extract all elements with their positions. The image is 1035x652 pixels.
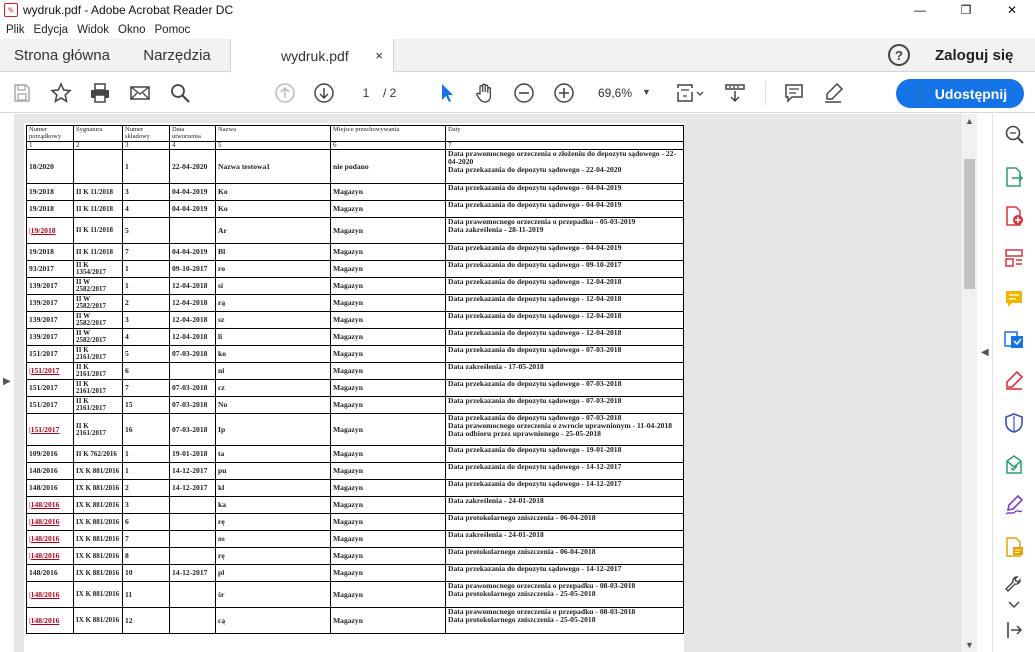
title-bar (0, 0, 1035, 20)
table-row (27, 397, 684, 414)
table-row (27, 184, 684, 201)
created-date-cell: 12-04-2018 (170, 312, 216, 329)
protect-shield-icon[interactable] (1003, 412, 1025, 434)
row-number-cell: 151/2017 (27, 380, 74, 397)
vertical-scrollbar[interactable] (960, 114, 977, 652)
send-for-review-icon[interactable] (1003, 454, 1025, 476)
created-date-cell (170, 548, 216, 565)
table-row (27, 497, 684, 514)
table-row (27, 218, 684, 244)
row-number-cell: 109/2016 (27, 446, 74, 463)
name-cell: pl (216, 565, 331, 582)
signature-cell (74, 150, 123, 184)
storage-place-cell: Magazyn (331, 497, 446, 514)
zoom-level[interactable]: 69,6% (598, 86, 633, 100)
dates-cell: Data przekazania do depozytu sądowego - 09-10-2017 (446, 261, 684, 278)
signature-cell: II W 2582/2017 (74, 278, 123, 295)
item-number-cell: 11 (123, 582, 170, 608)
row-number-cell: 19/2018 (27, 244, 74, 261)
name-cell: rę (216, 548, 331, 565)
dates-cell: Data przekazania do depozytu sądowego - 07-03-2018 (446, 397, 684, 414)
created-date-cell: 12-04-2018 (170, 295, 216, 312)
chevron-down-icon[interactable] (1003, 594, 1025, 608)
row-number-cell: 139/2017 (27, 329, 74, 346)
create-pdf-icon[interactable] (1003, 205, 1025, 227)
signature-cell: IX K 881/2016 (74, 497, 123, 514)
name-cell: cą (216, 608, 331, 634)
wrench-icon[interactable] (1003, 574, 1025, 596)
storage-place-cell: Magazyn (331, 184, 446, 201)
highlight-pen-icon[interactable] (821, 81, 845, 105)
table-row (27, 261, 684, 278)
item-number-cell: 10 (123, 565, 170, 582)
hand-tool-icon[interactable] (473, 81, 497, 105)
tools-pane (993, 114, 1035, 652)
row-number-cell: 19/2018 (27, 201, 74, 218)
dates-cell: Data zakreślenia - 24-01-2018 (446, 531, 684, 548)
item-number-cell: 6 (123, 514, 170, 531)
item-number-cell: 15 (123, 397, 170, 414)
name-cell: li (216, 329, 331, 346)
menu-view[interactable]: Widok (77, 23, 110, 36)
share-button[interactable] (896, 79, 1024, 108)
item-number-cell: 6 (123, 363, 170, 380)
created-date-cell (170, 531, 216, 548)
scroll-mode-icon[interactable] (723, 81, 747, 105)
collapse-right-icon[interactable]: ◀ (981, 347, 989, 358)
created-date-cell: 22-04-2020 (170, 150, 216, 184)
table-row (27, 608, 684, 634)
document-viewport[interactable] (14, 114, 960, 652)
signature-cell: II K 2161/2017 (74, 346, 123, 363)
signature-cell: II W 2582/2017 (74, 312, 123, 329)
column-header: Data utworzenia (170, 126, 216, 142)
storage-place-cell: Magazyn (331, 244, 446, 261)
table-body (27, 150, 684, 634)
item-number-cell: 1 (123, 150, 170, 184)
table-row (27, 295, 684, 312)
item-number-cell: 7 (123, 380, 170, 397)
name-cell: sz (216, 312, 331, 329)
column-number: 7 (446, 142, 684, 150)
name-cell: Bl (216, 244, 331, 261)
name-cell: ka (216, 497, 331, 514)
row-number-cell[interactable]: |148/2016 (27, 514, 74, 531)
storage-place-cell: Magazyn (331, 201, 446, 218)
row-number-cell: 19/2018 (27, 184, 74, 201)
register-table (26, 125, 684, 634)
help-icon[interactable]: ? (888, 44, 910, 66)
window-controls (897, 0, 1035, 20)
table-row (27, 531, 684, 548)
name-cell: os (216, 531, 331, 548)
storage-place-cell: Magazyn (331, 278, 446, 295)
scroll-up-icon[interactable]: ▲ (965, 116, 974, 126)
storage-place-cell: Magazyn (331, 514, 446, 531)
signature-cell: II K 2161/2017 (74, 363, 123, 380)
signature-cell: II W 2582/2017 (74, 295, 123, 312)
column-number-row (27, 142, 684, 150)
tab-bar (0, 39, 1035, 72)
menu-bar (0, 20, 199, 39)
name-cell: Ar (216, 218, 331, 244)
dates-cell: Data przekazania do depozytu sądowego - 04-04-2019 (446, 184, 684, 201)
collapse-pane-icon[interactable] (1003, 619, 1025, 641)
table-row (27, 446, 684, 463)
item-number-cell: 1 (123, 463, 170, 480)
dates-cell: Data zakreślenia - 24-01-2018 (446, 497, 684, 514)
dates-cell: Data protokolarnego zniszczenia - 06-04-2018 (446, 514, 684, 531)
dates-cell: Data przekazania do depozytu sądowego - 04-04-2019 (446, 244, 684, 261)
table-row (27, 414, 684, 446)
created-date-cell: 07-03-2018 (170, 397, 216, 414)
row-number-cell[interactable]: |148/2016 (27, 582, 74, 608)
dates-cell: Data prawomocnego orzeczenia o przepadku - 08-03-2018 Data protokolarnego zniszczenia - 25-05-2018 (446, 608, 684, 634)
created-date-cell: 04-04-2019 (170, 201, 216, 218)
search-icon[interactable] (168, 81, 192, 105)
expand-left-icon[interactable]: ▶ (3, 376, 11, 387)
pdf-file-icon: ✎ (4, 3, 18, 17)
row-number-cell: 148/2016 (27, 480, 74, 497)
signature-cell: II K 11/2018 (74, 244, 123, 261)
item-number-cell: 1 (123, 446, 170, 463)
table-row (27, 480, 684, 497)
item-number-cell: 1 (123, 278, 170, 295)
signature-cell: IX K 881/2016 (74, 582, 123, 608)
signature-cell: IX K 881/2016 (74, 531, 123, 548)
dates-cell: Data przekazania do depozytu sądowego - 19-01-2018 (446, 446, 684, 463)
storage-place-cell: Magazyn (331, 414, 446, 446)
item-number-cell: 5 (123, 218, 170, 244)
item-number-cell: 4 (123, 329, 170, 346)
next-page-icon[interactable] (312, 81, 336, 105)
row-number-cell[interactable]: |148/2016 (27, 548, 74, 565)
created-date-cell (170, 363, 216, 380)
created-date-cell (170, 582, 216, 608)
signature-cell: IX K 881/2016 (74, 463, 123, 480)
dates-cell: Data prawomocnego orzeczenia o przepadku - 08-03-2018 Data protokolarnego zniszczenia - 25-05-2018 (446, 582, 684, 608)
share-button-label: Udostępnij (934, 85, 1008, 102)
dates-cell: Data przekazania do depozytu sądowego - 07-03-2018 (446, 380, 684, 397)
signature-cell: II K 2161/2017 (74, 414, 123, 446)
item-number-cell: 12 (123, 608, 170, 634)
comment-tool-icon[interactable] (1003, 288, 1025, 310)
login-link[interactable]: Zaloguj się (935, 47, 1014, 64)
item-number-cell: 8 (123, 548, 170, 565)
table-row (27, 312, 684, 329)
row-number-cell: 139/2017 (27, 312, 74, 329)
row-number-cell: 139/2017 (27, 295, 74, 312)
dates-cell: Data prawomocnego orzeczenia o przepadku - 05-03-2019 Data zakreślenia - 28-11-2019 (446, 218, 684, 244)
scan-enhance-icon[interactable] (1003, 328, 1025, 350)
toolbar (0, 73, 1035, 113)
row-number-cell: 151/2017 (27, 346, 74, 363)
menu-file[interactable]: Plik (6, 23, 25, 36)
table-header-row (27, 126, 684, 142)
row-number-cell[interactable]: |151/2017 (27, 414, 74, 446)
table-row (27, 463, 684, 480)
dates-cell: Data przekazania do depozytu sądowego - 07-03-2018 (446, 346, 684, 363)
signature-cell: II K 11/2018 (74, 184, 123, 201)
row-number-cell[interactable]: |148/2016 (27, 531, 74, 548)
created-date-cell: 19-01-2018 (170, 446, 216, 463)
column-header: Numer porządkowy (27, 126, 74, 142)
item-number-cell: 5 (123, 346, 170, 363)
dates-cell: Data prawomocnego orzeczenia o złożeniu do depozytu sądowego - 22-04-2020 Data przekazania do depozytu sądowego - 22-04-2020 (446, 150, 684, 184)
minimize-button[interactable]: — (914, 3, 926, 17)
name-cell: rą (216, 295, 331, 312)
dates-cell: Data przekazania do depozytu sądowego - 12-04-2018 (446, 329, 684, 346)
storage-place-cell: Magazyn (331, 446, 446, 463)
column-number: 1 (27, 142, 74, 150)
pdf-page (24, 123, 684, 652)
page-total: / 2 (383, 86, 397, 100)
created-date-cell: 14-12-2017 (170, 565, 216, 582)
dates-cell: Data przekazania do depozytu sądowego - 12-04-2018 (446, 278, 684, 295)
dates-cell: Data przekazania do depozytu sądowego - 07-03-2018 Data prawomocnego orzeczenia o zwrocie uprawnionym - 11-04-2018 Data odbioru przez uprawnionego - 25-05-2018 (446, 414, 684, 446)
created-date-cell: 04-04-2019 (170, 244, 216, 261)
name-cell: ko (216, 346, 331, 363)
signature-cell: II K 762/2016 (74, 446, 123, 463)
storage-place-cell: nie podano (331, 150, 446, 184)
dates-cell: Data przekazania do depozytu sądowego - 14-12-2017 (446, 565, 684, 582)
row-number-cell: 139/2017 (27, 278, 74, 295)
row-number-cell: 148/2016 (27, 565, 74, 582)
column-header: Daty (446, 126, 684, 142)
name-cell: rę (216, 514, 331, 531)
row-number-cell[interactable]: |19/2018 (27, 218, 74, 244)
item-number-cell: 3 (123, 312, 170, 329)
signature-cell: II K 11/2018 (74, 201, 123, 218)
chevron-down-icon[interactable]: ▼ (642, 87, 651, 97)
name-cell: śr (216, 582, 331, 608)
signature-cell: IX K 881/2016 (74, 608, 123, 634)
storage-place-cell: Magazyn (331, 548, 446, 565)
column-number: 6 (331, 142, 446, 150)
row-number-cell: 151/2017 (27, 397, 74, 414)
zoom-search-icon[interactable] (1003, 123, 1025, 145)
dates-cell: Data zakreślenia - 17-05-2018 (446, 363, 684, 380)
menu-edit[interactable]: Edycja (33, 23, 69, 36)
created-date-cell: 07-03-2018 (170, 414, 216, 446)
storage-place-cell: Magazyn (331, 346, 446, 363)
signature-cell: II K 1354/2017 (74, 261, 123, 278)
scrollbar-thumb[interactable] (964, 159, 975, 289)
table-row (27, 278, 684, 295)
sign-pen-icon[interactable] (1003, 494, 1025, 516)
created-date-cell: 12-04-2018 (170, 329, 216, 346)
column-header: Miejsce przechowywania (331, 126, 446, 142)
page-number-input[interactable]: 1 (362, 86, 370, 100)
item-number-cell: 4 (123, 201, 170, 218)
created-date-cell (170, 218, 216, 244)
row-number-cell[interactable]: |148/2016 (27, 497, 74, 514)
name-cell: pu (216, 463, 331, 480)
close-tab-icon[interactable]: × (375, 48, 383, 63)
name-cell: cz (216, 380, 331, 397)
save-icon[interactable] (10, 81, 34, 105)
item-number-cell: 1 (123, 261, 170, 278)
storage-place-cell: Magazyn (331, 363, 446, 380)
print-icon[interactable] (88, 81, 112, 105)
close-window-button[interactable]: ✕ (1006, 3, 1018, 17)
column-header: Nazwa (216, 126, 331, 142)
created-date-cell: 14-12-2017 (170, 463, 216, 480)
created-date-cell: 14-12-2017 (170, 480, 216, 497)
name-cell: si (216, 278, 331, 295)
created-date-cell (170, 497, 216, 514)
window-title: wydruk.pdf - Adobe Acrobat Reader DC (23, 3, 234, 17)
storage-place-cell: Magazyn (331, 565, 446, 582)
storage-place-cell: Magazyn (331, 480, 446, 497)
storage-place-cell: Magazyn (331, 608, 446, 634)
item-number-cell: 7 (123, 244, 170, 261)
name-cell: kl (216, 480, 331, 497)
dates-cell: Data protokolarnego zniszczenia - 06-04-2018 (446, 548, 684, 565)
dates-cell: Data przekazania do depozytu sądowego - 04-04-2019 (446, 201, 684, 218)
storage-place-cell: Magazyn (331, 397, 446, 414)
item-number-cell: 7 (123, 531, 170, 548)
storage-place-cell: Magazyn (331, 380, 446, 397)
column-number: 3 (123, 142, 170, 150)
name-cell: Nazwa testowa1 (216, 150, 331, 184)
table-row (27, 548, 684, 565)
column-number: 2 (74, 142, 123, 150)
name-cell: ta (216, 446, 331, 463)
tab-home[interactable]: Strona główna (14, 47, 110, 64)
tab-tools[interactable]: Narzędzia (143, 47, 211, 64)
name-cell: Ko (216, 184, 331, 201)
signature-cell: IX K 881/2016 (74, 548, 123, 565)
signature-cell: IX K 881/2016 (74, 480, 123, 497)
more-tools-document-icon[interactable] (1003, 536, 1025, 558)
table-row (27, 380, 684, 397)
dates-cell: Data przekazania do depozytu sądowego - 12-04-2018 (446, 295, 684, 312)
name-cell: Ip (216, 414, 331, 446)
signature-cell: IX K 881/2016 (74, 565, 123, 582)
zoom-in-icon[interactable] (552, 81, 576, 105)
fill-sign-icon[interactable] (1003, 369, 1025, 391)
select-cursor-icon[interactable] (435, 81, 459, 105)
table-row (27, 346, 684, 363)
signature-cell: II K 2161/2017 (74, 397, 123, 414)
name-cell: ro (216, 261, 331, 278)
column-number: 4 (170, 142, 216, 150)
created-date-cell: 09-10-2017 (170, 261, 216, 278)
table-row (27, 565, 684, 582)
table-row (27, 363, 684, 380)
name-cell: ni (216, 363, 331, 380)
storage-place-cell: Magazyn (331, 463, 446, 480)
tab-document-label: wydruk.pdf (281, 48, 349, 64)
storage-place-cell: Magazyn (331, 218, 446, 244)
page-fit-icon[interactable] (674, 81, 706, 105)
left-panel-handle[interactable] (0, 114, 14, 652)
column-number: 5 (216, 142, 331, 150)
table-row (27, 582, 684, 608)
table-row (27, 329, 684, 346)
organize-pages-icon[interactable] (1003, 247, 1025, 269)
previous-page-icon[interactable] (273, 81, 297, 105)
zoom-out-icon[interactable] (512, 81, 536, 105)
right-panel-handle[interactable] (977, 114, 993, 652)
table-row (27, 514, 684, 531)
storage-place-cell: Magazyn (331, 261, 446, 278)
column-header: Sygnatura (74, 126, 123, 142)
item-number-cell: 2 (123, 480, 170, 497)
row-number-cell[interactable]: |148/2016 (27, 608, 74, 634)
signature-cell: II K 2161/2017 (74, 380, 123, 397)
table-row (27, 244, 684, 261)
table-row (27, 150, 684, 184)
table-row (27, 201, 684, 218)
storage-place-cell: Magazyn (331, 329, 446, 346)
created-date-cell: 07-03-2018 (170, 346, 216, 363)
scroll-down-icon[interactable]: ▼ (965, 640, 974, 650)
tab-document[interactable] (230, 39, 394, 73)
signature-cell: II W 2582/2017 (74, 329, 123, 346)
created-date-cell: 04-04-2019 (170, 184, 216, 201)
row-number-cell: 18/2020 (27, 150, 74, 184)
dates-cell: Data przekazania do depozytu sądowego - 14-12-2017 (446, 463, 684, 480)
signature-cell: IX K 881/2016 (74, 514, 123, 531)
menu-help[interactable]: Pomoc (154, 23, 191, 36)
created-date-cell (170, 608, 216, 634)
signature-cell: II K 11/2018 (74, 218, 123, 244)
name-cell: Ko (216, 201, 331, 218)
dates-cell: Data przekazania do depozytu sądowego - 14-12-2017 (446, 480, 684, 497)
export-pdf-icon[interactable] (1003, 166, 1025, 188)
created-date-cell: 12-04-2018 (170, 278, 216, 295)
created-date-cell: 07-03-2018 (170, 380, 216, 397)
name-cell: No (216, 397, 331, 414)
item-number-cell: 3 (123, 497, 170, 514)
storage-place-cell: Magazyn (331, 531, 446, 548)
mail-icon[interactable] (128, 81, 152, 105)
comment-icon[interactable] (782, 81, 806, 105)
item-number-cell: 16 (123, 414, 170, 446)
row-number-cell[interactable]: |151/2017 (27, 363, 74, 380)
storage-place-cell: Magazyn (331, 582, 446, 608)
item-number-cell: 3 (123, 184, 170, 201)
row-number-cell: 148/2016 (27, 463, 74, 480)
column-header: Numer składowy (123, 126, 170, 142)
toolbar-separator (765, 81, 766, 105)
maximize-button[interactable]: ❐ (960, 3, 972, 17)
item-number-cell: 2 (123, 295, 170, 312)
storage-place-cell: Magazyn (331, 312, 446, 329)
add-user-icon: 👤 (912, 86, 928, 101)
created-date-cell (170, 514, 216, 531)
storage-place-cell: Magazyn (331, 295, 446, 312)
star-icon[interactable] (49, 81, 73, 105)
menu-window[interactable]: Okno (118, 23, 146, 36)
dates-cell: Data przekazania do depozytu sądowego - 12-04-2018 (446, 312, 684, 329)
row-number-cell: 93/2017 (27, 261, 74, 278)
